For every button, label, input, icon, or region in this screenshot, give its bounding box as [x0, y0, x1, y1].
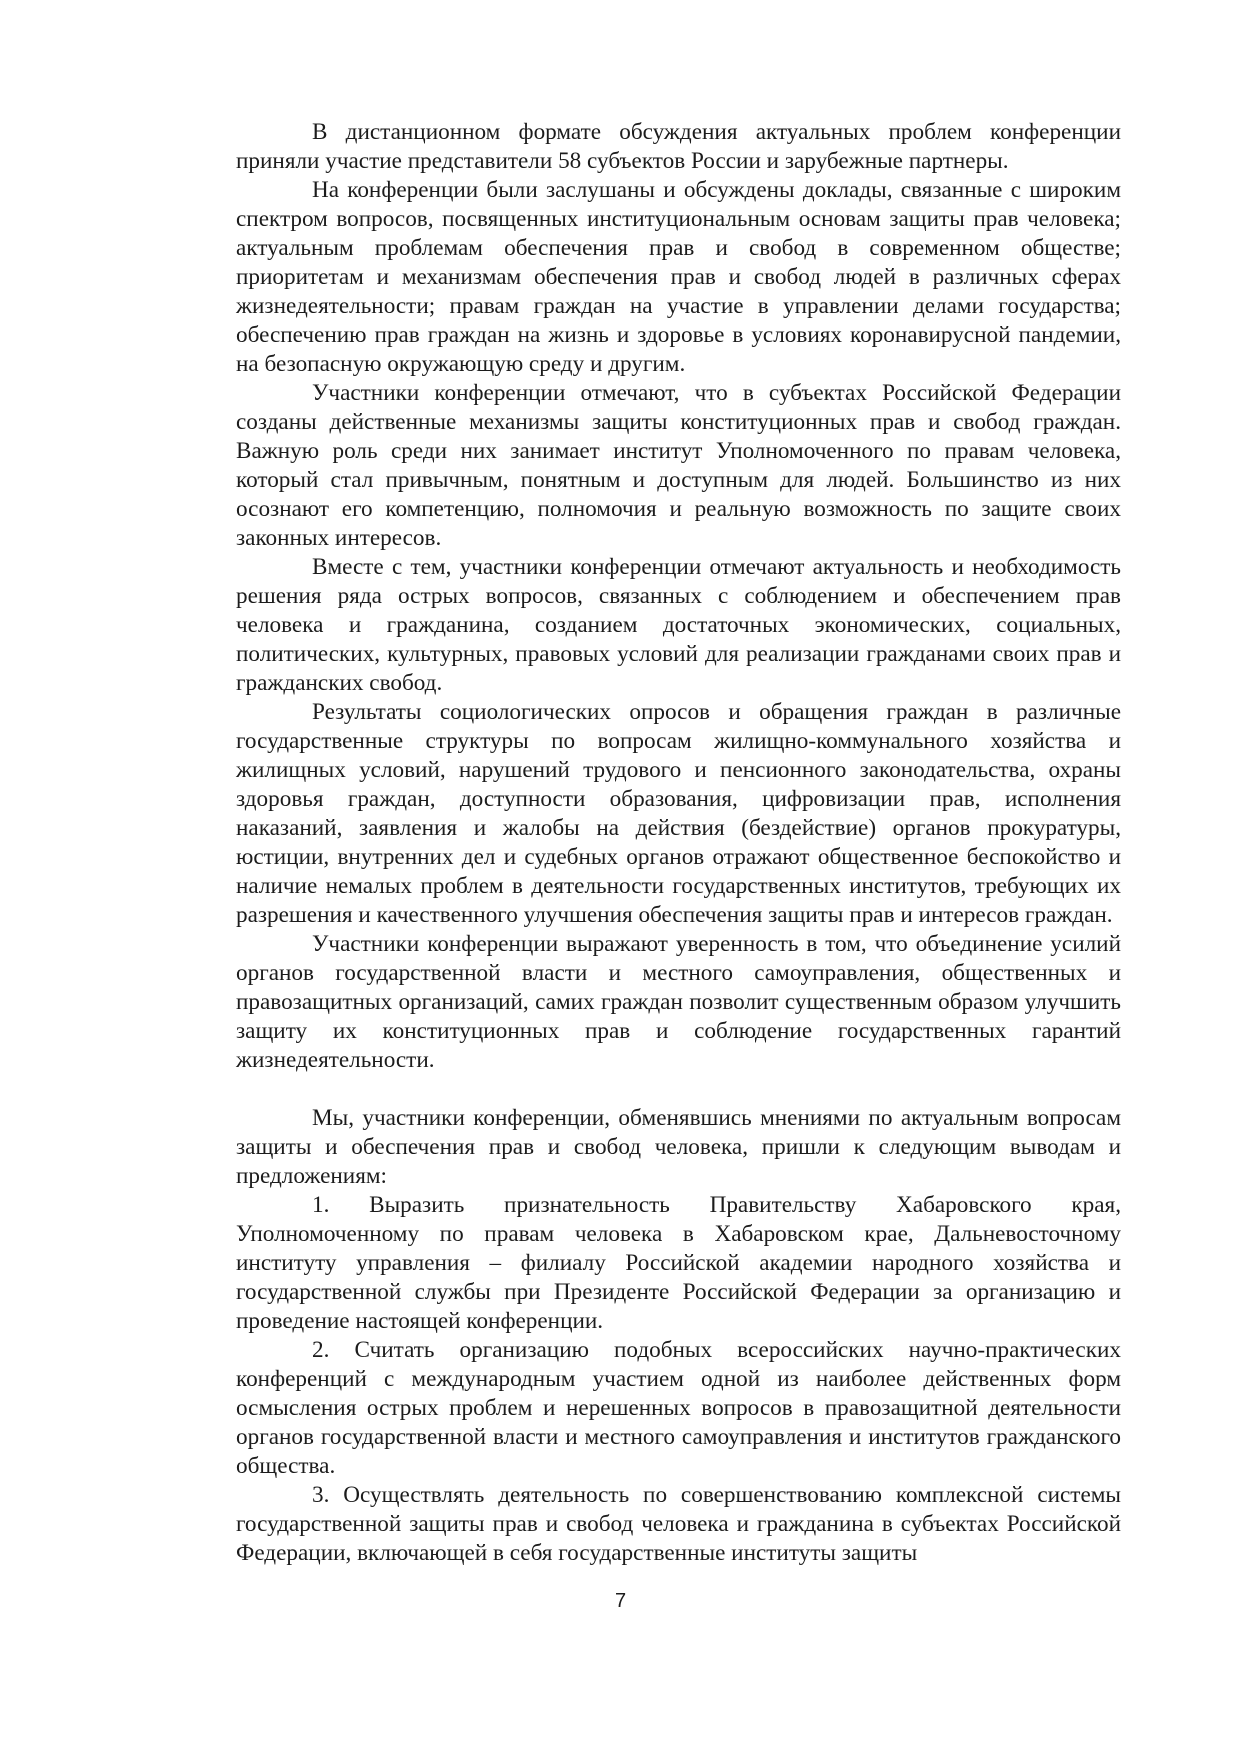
paragraph-conclusions-intro: Мы, участники конференции, обменявшись мнениями по актуальным вопросам защиты и обеспечения прав и свобод человека, пришли к следующим выводам и предложениям:	[236, 1105, 1121, 1189]
list-item-3: 3. Осуществлять деятельность по совершенствованию комплексной системы государственной защиты прав и свобод человека и гражданина в субъектах Российской Федерации, включающей в себя государственные институты защиты	[236, 1482, 1121, 1566]
paragraph-surveys: Результаты социологических опросов и обращения граждан в различные государственные структуры по вопросам жилищно-коммунального хозяйства и жилищных условий, нарушений трудового и пенсионного законодательства, охраны здоровья граждан, доступности образования, цифровизации прав, исполнения наказаний, заявления и жалобы на действия (бездействие) органов прокуратуры, юстиции, внутренних дел и судебных органов отражают общественное беспокойство и наличие немалых проблем в деятельности государственных институтов, требующих их разрешения и качественного улучшения обеспечения защиты прав и интересов граждан.	[236, 699, 1121, 928]
paragraph-participants: В дистанционном формате обсуждения актуальных проблем конференции приняли участие представители 58 субъектов России и зарубежные партнеры.	[236, 119, 1121, 174]
paragraph-mechanisms: Участники конференции отмечают, что в субъектах Российской Федерации созданы действенные механизмы защиты конституционных прав и свобод граждан. Важную роль среди них занимает институт Уполномоченного по правам человека, который стал привычным, понятным и доступным для людей. Большинство из них осознают его компетенцию, полномочия и реальную возможность по защите своих законных интересов.	[236, 380, 1121, 551]
page-number: 7	[614, 1590, 627, 1612]
body-text	[236, 118, 1121, 1568]
paragraph-reports: На конференции были заслушаны и обсуждены доклады, связанные с широким спектром вопросов, посвященных институциональным основам защиты прав человека; актуальным проблемам обеспечения прав и свобод в современном обществе; приоритетам и механизмам обеспечения прав и свобод людей в различных сферах жизнедеятельности; правам граждан на участие в управлении делами государства; обеспечению прав граждан на жизнь и здоровье в условиях коронавирусной пандемии, на безопасную окружающую среду и другим.	[236, 177, 1121, 377]
list-item-1: 1. Выразить признательность Правительству Хабаровского края, Уполномоченному по правам человека в Хабаровском крае, Дальневосточному институту управления – филиалу Российской академии народного хозяйства и государственной службы при Президенте Российской Федерации за организацию и проведение настоящей конференции.	[236, 1192, 1121, 1334]
paragraph-urgent-issues: Вместе с тем, участники конференции отмечают актуальность и необходимость решения ряда острых вопросов, связанных с соблюдением и обеспечением прав человека и гражданина, созданием достаточных экономических, социальных, политических, культурных, правовых условий для реализации гражданами своих прав и гражданских свобод.	[236, 554, 1121, 696]
list-item-2: 2. Считать организацию подобных всероссийских научно-практических конференций с международным участием одной из наиболее действенных форм осмысления острых проблем и нерешенных вопросов в правозащитной деятельности органов государственной власти и местного самоуправления и институтов гражданского общества.	[236, 1337, 1121, 1479]
paragraph-confidence: Участники конференции выражают уверенность в том, что объединение усилий органов государственной власти и местного самоуправления, общественных и правозащитных организаций, самих граждан позволит существенным образом улучшить защиту их конституционных прав и соблюдение государственных гарантий жизнедеятельности.	[236, 931, 1121, 1073]
